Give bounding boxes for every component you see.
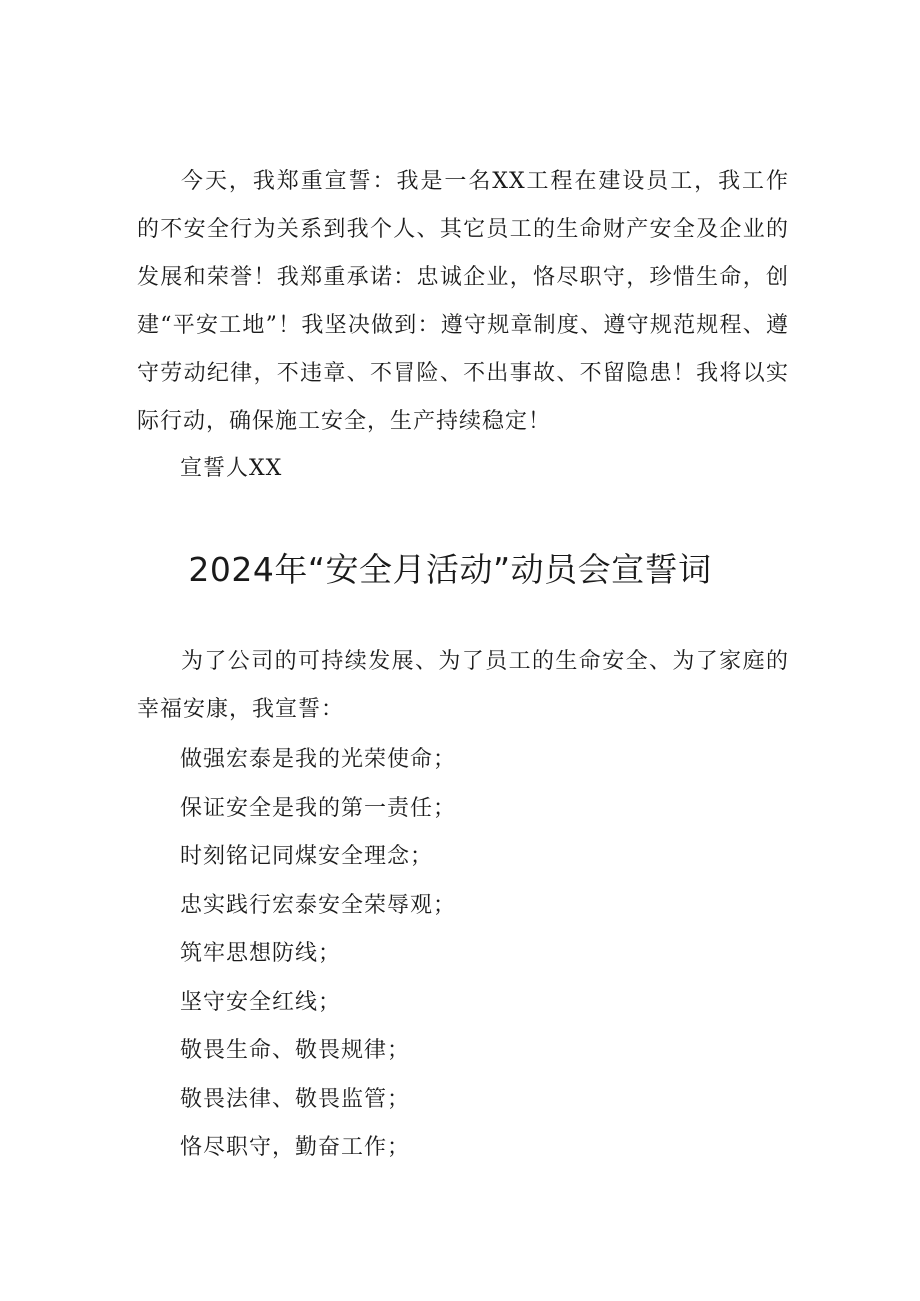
oath-intro-paragraph: 为了公司的可持续发展、为了员工的生命安全、为了家庭的幸福安康，我宣誓：	[137, 649, 789, 722]
oath-line: 做强宏泰是我的光荣使命；	[180, 747, 457, 772]
oath-line: 敬畏生命、敬畏规律；	[180, 1038, 411, 1063]
oath-line: 恪尽职守，勤奋工作；	[180, 1135, 411, 1160]
oath-line: 忠实践行宏泰安全荣辱观；	[180, 892, 457, 918]
oath-line: 敬畏法律、敬畏监管；	[180, 1086, 411, 1112]
oath-line: 保证安全是我的第一责任；	[180, 795, 457, 821]
oath-signer: 宣誓人XX	[180, 456, 283, 481]
oath-line: 时刻铭记同煤安全理念；	[180, 844, 434, 869]
oath-line: 筑牢思想防线；	[180, 941, 342, 966]
document-title: 2024年“安全月活动”动员会宣誓词	[188, 550, 712, 589]
oath-line: 坚守安全红线；	[180, 989, 342, 1015]
oath-list	[180, 736, 456, 1173]
oath-paragraph-1: 今天，我郑重宣誓：我是一名XX工程在建设员工，我工作的不安全行为关系到我个人、其它员工的生命财产安全及企业的发展和荣誉！我郑重承诺：忠诚企业，恪尽职守，珍惜生命，创建“平安工地”！我坚决做到：遵守规章制度、遵守规范规程、遵守劳动纪律，不违章、不冒险、不出事故、不留隐患！我将以实际行动，确保施工安全，生产持续稳定！	[137, 169, 789, 434]
